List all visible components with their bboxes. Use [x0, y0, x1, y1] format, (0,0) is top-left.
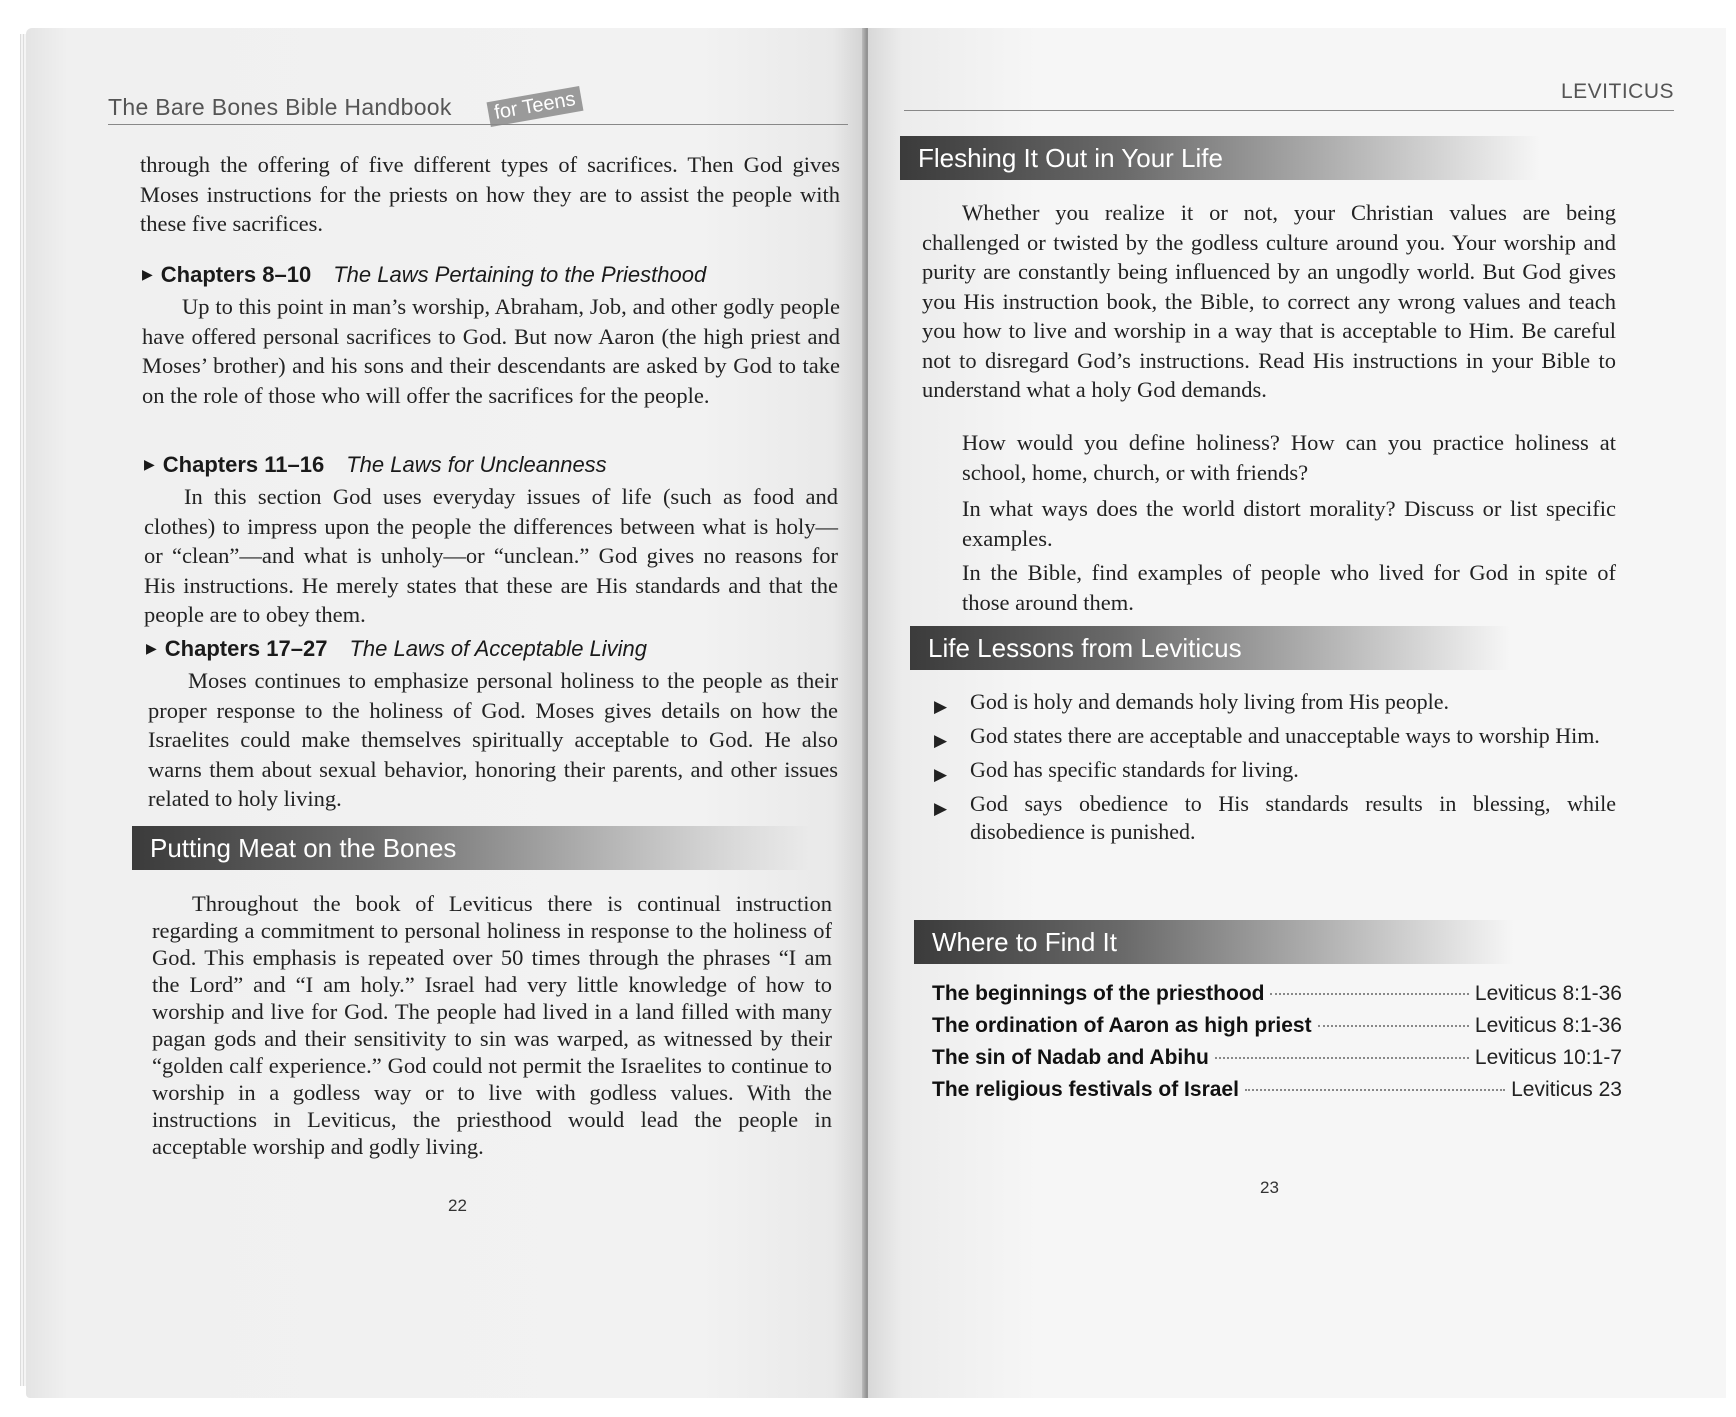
- right-page: [868, 28, 1726, 1398]
- reference-verse: Leviticus 8:1-36: [1474, 982, 1622, 1005]
- lessons-title-bar: Life Lessons from Leviticus: [910, 626, 1510, 670]
- chapter-marker-icon: ▶: [146, 641, 157, 657]
- table-row: [932, 1078, 1622, 1110]
- lesson-text: God says obedience to His standards results in blessing, while disobedience is punished.: [970, 791, 1616, 844]
- list-item: [930, 688, 1616, 716]
- reference-verse: Leviticus 10:1-7: [1474, 1046, 1622, 1069]
- lessons-list: [930, 688, 1616, 852]
- reference-topic: The ordination of Aaron as high priest: [932, 1014, 1312, 1037]
- fleshing-intro: Whether you realize it or not, your Christian values are being challenged or twisted by the godless culture around you. Your worship and purity are constantly being influenced by an ungodly world. But God gives you His instruction book, the Bible, to correct any wrong values and teach you how to live and worship in a way that is acceptable to Him. Be careful not to disregard God’s instructions. Read His instructions in your Bible to understand what a holy God demands.: [922, 200, 1616, 402]
- header-rule: [108, 124, 848, 125]
- bullet-triangle-icon: ▶: [934, 799, 948, 819]
- reference-table: [932, 982, 1622, 1110]
- table-row: [932, 1014, 1622, 1046]
- section-paragraph: Throughout the book of Leviticus there is continual instruction regarding a commitment to personal holiness in response to the holiness of God. This emphasis is repeated over 50 times through the phrases “I am the Lord” and “I am holy.” Israel had very little knowledge of how to worship and live for God. The people had lived in a land filled with many pagan gods and their sensitivity to sin was warped, as witnessed by their “golden calf experience.” God could not permit the Israelites to continue to worship in a godless way or to live with godless values. With the instructions in Leviticus, the priesthood would lead the people in acceptable worship and godly living.: [152, 891, 832, 1159]
- question-item: How would you define holiness? How can you practice holiness at school, home, church, or with friends?: [962, 430, 1616, 485]
- list-item: [930, 722, 1616, 750]
- dot-leader: [1318, 1025, 1469, 1027]
- table-row: [932, 982, 1622, 1014]
- lesson-text: God has specific standards for living.: [970, 757, 1299, 782]
- chapter-title: The Laws Pertaining to the Priesthood: [333, 262, 707, 287]
- reference-verse: Leviticus 8:1-36: [1474, 1014, 1622, 1037]
- reference-topic: The religious festivals of Israel: [932, 1078, 1239, 1101]
- list-item: [930, 756, 1616, 784]
- left-page: [26, 28, 866, 1398]
- running-head-tab: for Teens: [487, 86, 584, 127]
- bullet-triangle-icon: ▶: [934, 697, 948, 717]
- dot-leader: [1270, 993, 1468, 995]
- header-rule: [904, 110, 1674, 111]
- reference-verse: Leviticus 23: [1511, 1078, 1622, 1101]
- reference-topic: The sin of Nadab and Abihu: [932, 1046, 1209, 1069]
- bullet-triangle-icon: ▶: [934, 765, 948, 785]
- reference-topic: The beginnings of the priesthood: [932, 982, 1265, 1005]
- running-head-chapter: LEVITICUS: [1560, 80, 1674, 103]
- dot-leader: [1215, 1057, 1469, 1059]
- chapter-range: Chapters 8–10: [160, 262, 312, 287]
- table-row: [932, 1046, 1622, 1078]
- chapter-marker-icon: ▶: [142, 267, 153, 283]
- open-book: [26, 28, 1726, 1408]
- lesson-text: God is holy and demands holy living from His people.: [970, 689, 1450, 714]
- intro-paragraph: through the offering of five different types of sacrifices. Then God gives Moses instructions for the priests on how they are to assist the people with these five sacrifices.: [140, 152, 840, 236]
- chapter-paragraph: In this section God uses everyday issues of life (such as food and clothes) to impress upon the people the differences between what is holy—or “clean”—and what is unholy—or “unclean.” God gives no reasons for His instructions. He merely states that these are His standards and that the people are to obey them.: [144, 484, 838, 627]
- chapter-paragraph: Up to this point in man’s worship, Abraham, Job, and other godly people have offered personal sacrifices to God. But now Aaron (the high priest and Moses’ brother) and his sons and their descendants are asked by God to take on the role of those who will offer the sacrifices for the people.: [142, 294, 840, 408]
- question-item: In what ways does the world distort morality? Discuss or list specific examples.: [962, 496, 1616, 551]
- chapter-paragraph: Moses continues to emphasize personal holiness to the people as their proper response to the holiness of God. Moses gives details on how the Israelites could make themselves spiritually acceptable to God. He also warns them about sexual behavior, honoring their parents, and other issues related to holy living.: [148, 668, 838, 811]
- chapter-range: Chapters 11–16: [162, 452, 325, 477]
- chapter-title: The Laws for Uncleanness: [346, 452, 607, 477]
- chapter-marker-icon: ▶: [144, 457, 155, 473]
- page-number: 23: [1260, 1178, 1279, 1197]
- running-head-title: The Bare Bones Bible Handbook: [108, 94, 452, 120]
- where-title-bar: Where to Find It: [914, 920, 1514, 964]
- chapter-heading: [146, 636, 647, 662]
- bullet-triangle-icon: ▶: [934, 731, 948, 751]
- chapter-range: Chapters 17–27: [164, 636, 328, 661]
- page-number: 22: [448, 1196, 467, 1215]
- dot-leader: [1245, 1089, 1505, 1091]
- list-item: [930, 790, 1616, 846]
- question-item: In the Bible, find examples of people who lived for God in spite of those around them.: [962, 560, 1616, 615]
- chapter-heading: [144, 452, 607, 478]
- chapter-heading: [142, 262, 706, 288]
- fleshing-title-bar: Fleshing It Out in Your Life: [900, 136, 1540, 180]
- lesson-text: God states there are acceptable and unacceptable ways to worship Him.: [970, 723, 1600, 748]
- chapter-title: The Laws of Acceptable Living: [349, 636, 648, 661]
- section-title-bar: Putting Meat on the Bones: [132, 826, 812, 870]
